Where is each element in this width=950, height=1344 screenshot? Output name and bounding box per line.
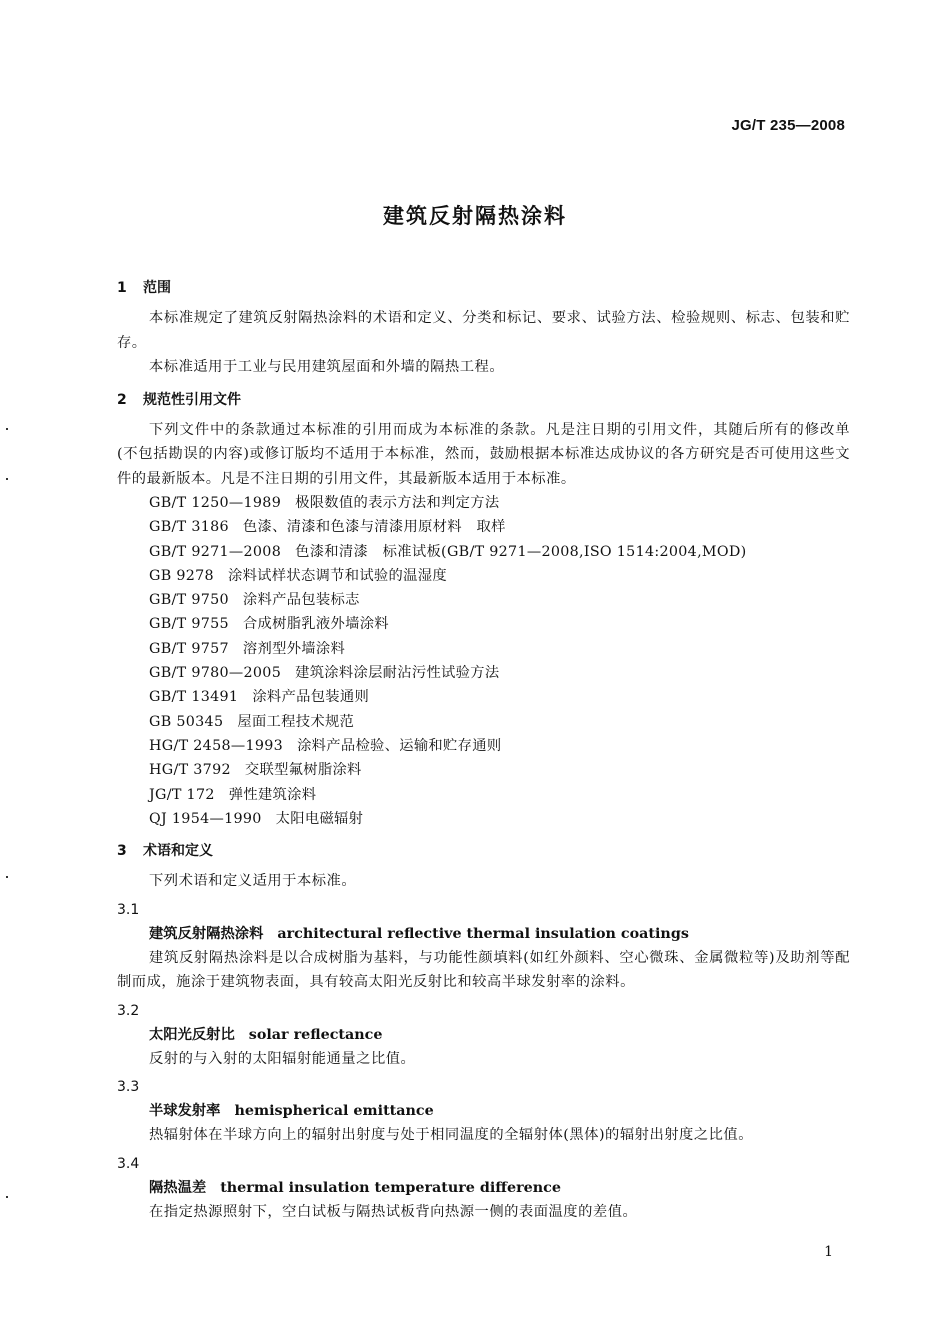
paragraph: 下列文件中的条款通过本标准的引用而成为本标准的条款。凡是注日期的引用文件，其随后所有的修改单(不包括勘误的内容)或修订版均不适用于本标准，然而，鼓励根据本标准达成协议的各方研究是否可使用这些文件的最新版本。凡是不注日期的引用文件，其最新版本适用于本标准。 [117,421,850,487]
reference-code: HG/T 2458—1993 [149,737,284,754]
section-3-heading [117,841,850,861]
reference-title: 涂料产品检验、运输和贮存通则 [297,737,502,754]
term-chinese: 隔热温差 [149,1179,207,1196]
reference-item [117,758,850,782]
term-chinese: 半球发射率 [149,1103,221,1120]
reference-title: 屋面工程技术规范 [237,713,355,730]
term-english: thermal insulation temperature difference [220,1179,561,1196]
document-title: 建筑反射隔热涂料 [383,204,567,228]
reference-item [117,783,850,807]
term-heading [117,1176,850,1200]
reference-code: HG/T 3792 [149,762,231,779]
term-english: hemispherical emittance [234,1103,434,1120]
reference-title: 涂料试样状态调节和试验的温湿度 [227,567,447,584]
document-body [117,278,850,1224]
scan-speck [6,428,8,430]
reference-title: 色漆和清漆 标准试板(GB/T 9271—2008,ISO 1514:2004,MOD) [295,543,747,560]
term-definition: 热辐射体在半球方向上的辐射出射度与处于相同温度的全辐射体(黑体)的辐射出射度之比值。 [149,1127,754,1144]
paragraph: 下列术语和定义适用于本标准。 [149,873,357,890]
reference-code: GB/T 9755 [149,616,229,633]
reference-title: 涂料产品包装标志 [242,592,360,609]
reference-title: 交联型氟树脂涂料 [244,762,362,779]
section-number: 1 [117,280,127,296]
reference-code: GB/T 9271—2008 [149,543,282,560]
term-chinese: 建筑反射隔热涂料 [149,925,264,942]
reference-item [117,710,850,734]
reference-title: 涂料产品包装通则 [252,689,370,706]
section-title: 术语和定义 [143,843,213,860]
reference-code: GB/T 3186 [149,519,229,536]
section-title: 规范性引用文件 [143,391,241,408]
reference-code: GB/T 9757 [149,640,229,657]
reference-item [117,637,850,661]
term-definition: 在指定热源照射下，空白试板与隔热试板背向热源一侧的表面温度的差值。 [149,1203,638,1220]
term-heading [117,1099,850,1123]
reference-title: 建筑涂料涂层耐沾污性试验方法 [295,665,500,682]
reference-item [117,515,850,539]
reference-item [117,540,850,564]
scan-speck [6,478,8,480]
reference-code: GB/T 1250—1989 [149,495,282,511]
reference-code: QJ 1954—1990 [149,810,262,827]
reference-item [117,491,850,515]
term-chinese: 太阳光反射比 [149,1026,235,1043]
term-english: architectural reflective thermal insulation coatings [277,925,689,942]
reference-code: GB/T 9780—2005 [149,665,282,682]
reference-title: 太阳电磁辐射 [275,810,364,827]
reference-title: 溶剂型外墙涂料 [242,640,346,657]
standard-code: JG/T 235—2008 [731,117,845,134]
section-number: 3 [117,843,127,860]
reference-item [117,685,850,709]
page-number: 1 [824,1244,833,1260]
term-number: 3.2 [117,1002,140,1019]
term-definition: 反射的与入射的太阳辐射能通量之比值。 [149,1050,416,1067]
scan-speck [6,876,8,878]
term-english: solar reflectance [248,1026,383,1043]
reference-item [117,734,850,758]
reference-title: 极限数值的表示方法和判定方法 [295,495,500,511]
reference-code: GB 9278 [149,567,214,584]
reference-code: GB 50345 [149,713,224,730]
reference-code: GB/T 9750 [149,592,229,609]
term-heading [117,1023,850,1047]
reference-title: 弹性建筑涂料 [228,786,317,803]
term-number: 3.4 [117,1155,140,1172]
reference-item [117,588,850,612]
section-1-heading [117,278,850,298]
term-number: 3.1 [117,901,140,918]
term-heading [117,922,850,946]
scan-speck [6,1196,8,1198]
section-title: 范围 [143,280,171,296]
section-2-heading [117,390,850,410]
reference-title: 色漆、清漆和色漆与清漆用原材料 取样 [242,519,506,536]
reference-list [117,491,850,831]
reference-title: 合成树脂乳液外墙涂料 [242,616,389,633]
reference-item [117,564,850,588]
reference-item [117,612,850,636]
reference-code: GB/T 13491 [149,689,239,706]
term-definition: 建筑反射隔热涂料是以合成树脂为基料，与功能性颜填料(如红外颜料、空心微珠、金属微粒等)及助剂等配制而成，施涂于建筑物表面，具有较高太阳光反射比和较高半球发射率的涂料。 [117,949,850,991]
term-number: 3.3 [117,1079,140,1096]
paragraph: 本标准适用于工业与民用建筑屋面和外墙的隔热工程。 [149,359,505,375]
reference-item [117,807,850,831]
reference-code: JG/T 172 [149,786,215,803]
paragraph: 本标准规定了建筑反射隔热涂料的术语和定义、分类和标记、要求、试验方法、检验规则、标志、包装和贮存。 [117,310,850,351]
section-number: 2 [117,391,127,408]
reference-item [117,661,850,685]
